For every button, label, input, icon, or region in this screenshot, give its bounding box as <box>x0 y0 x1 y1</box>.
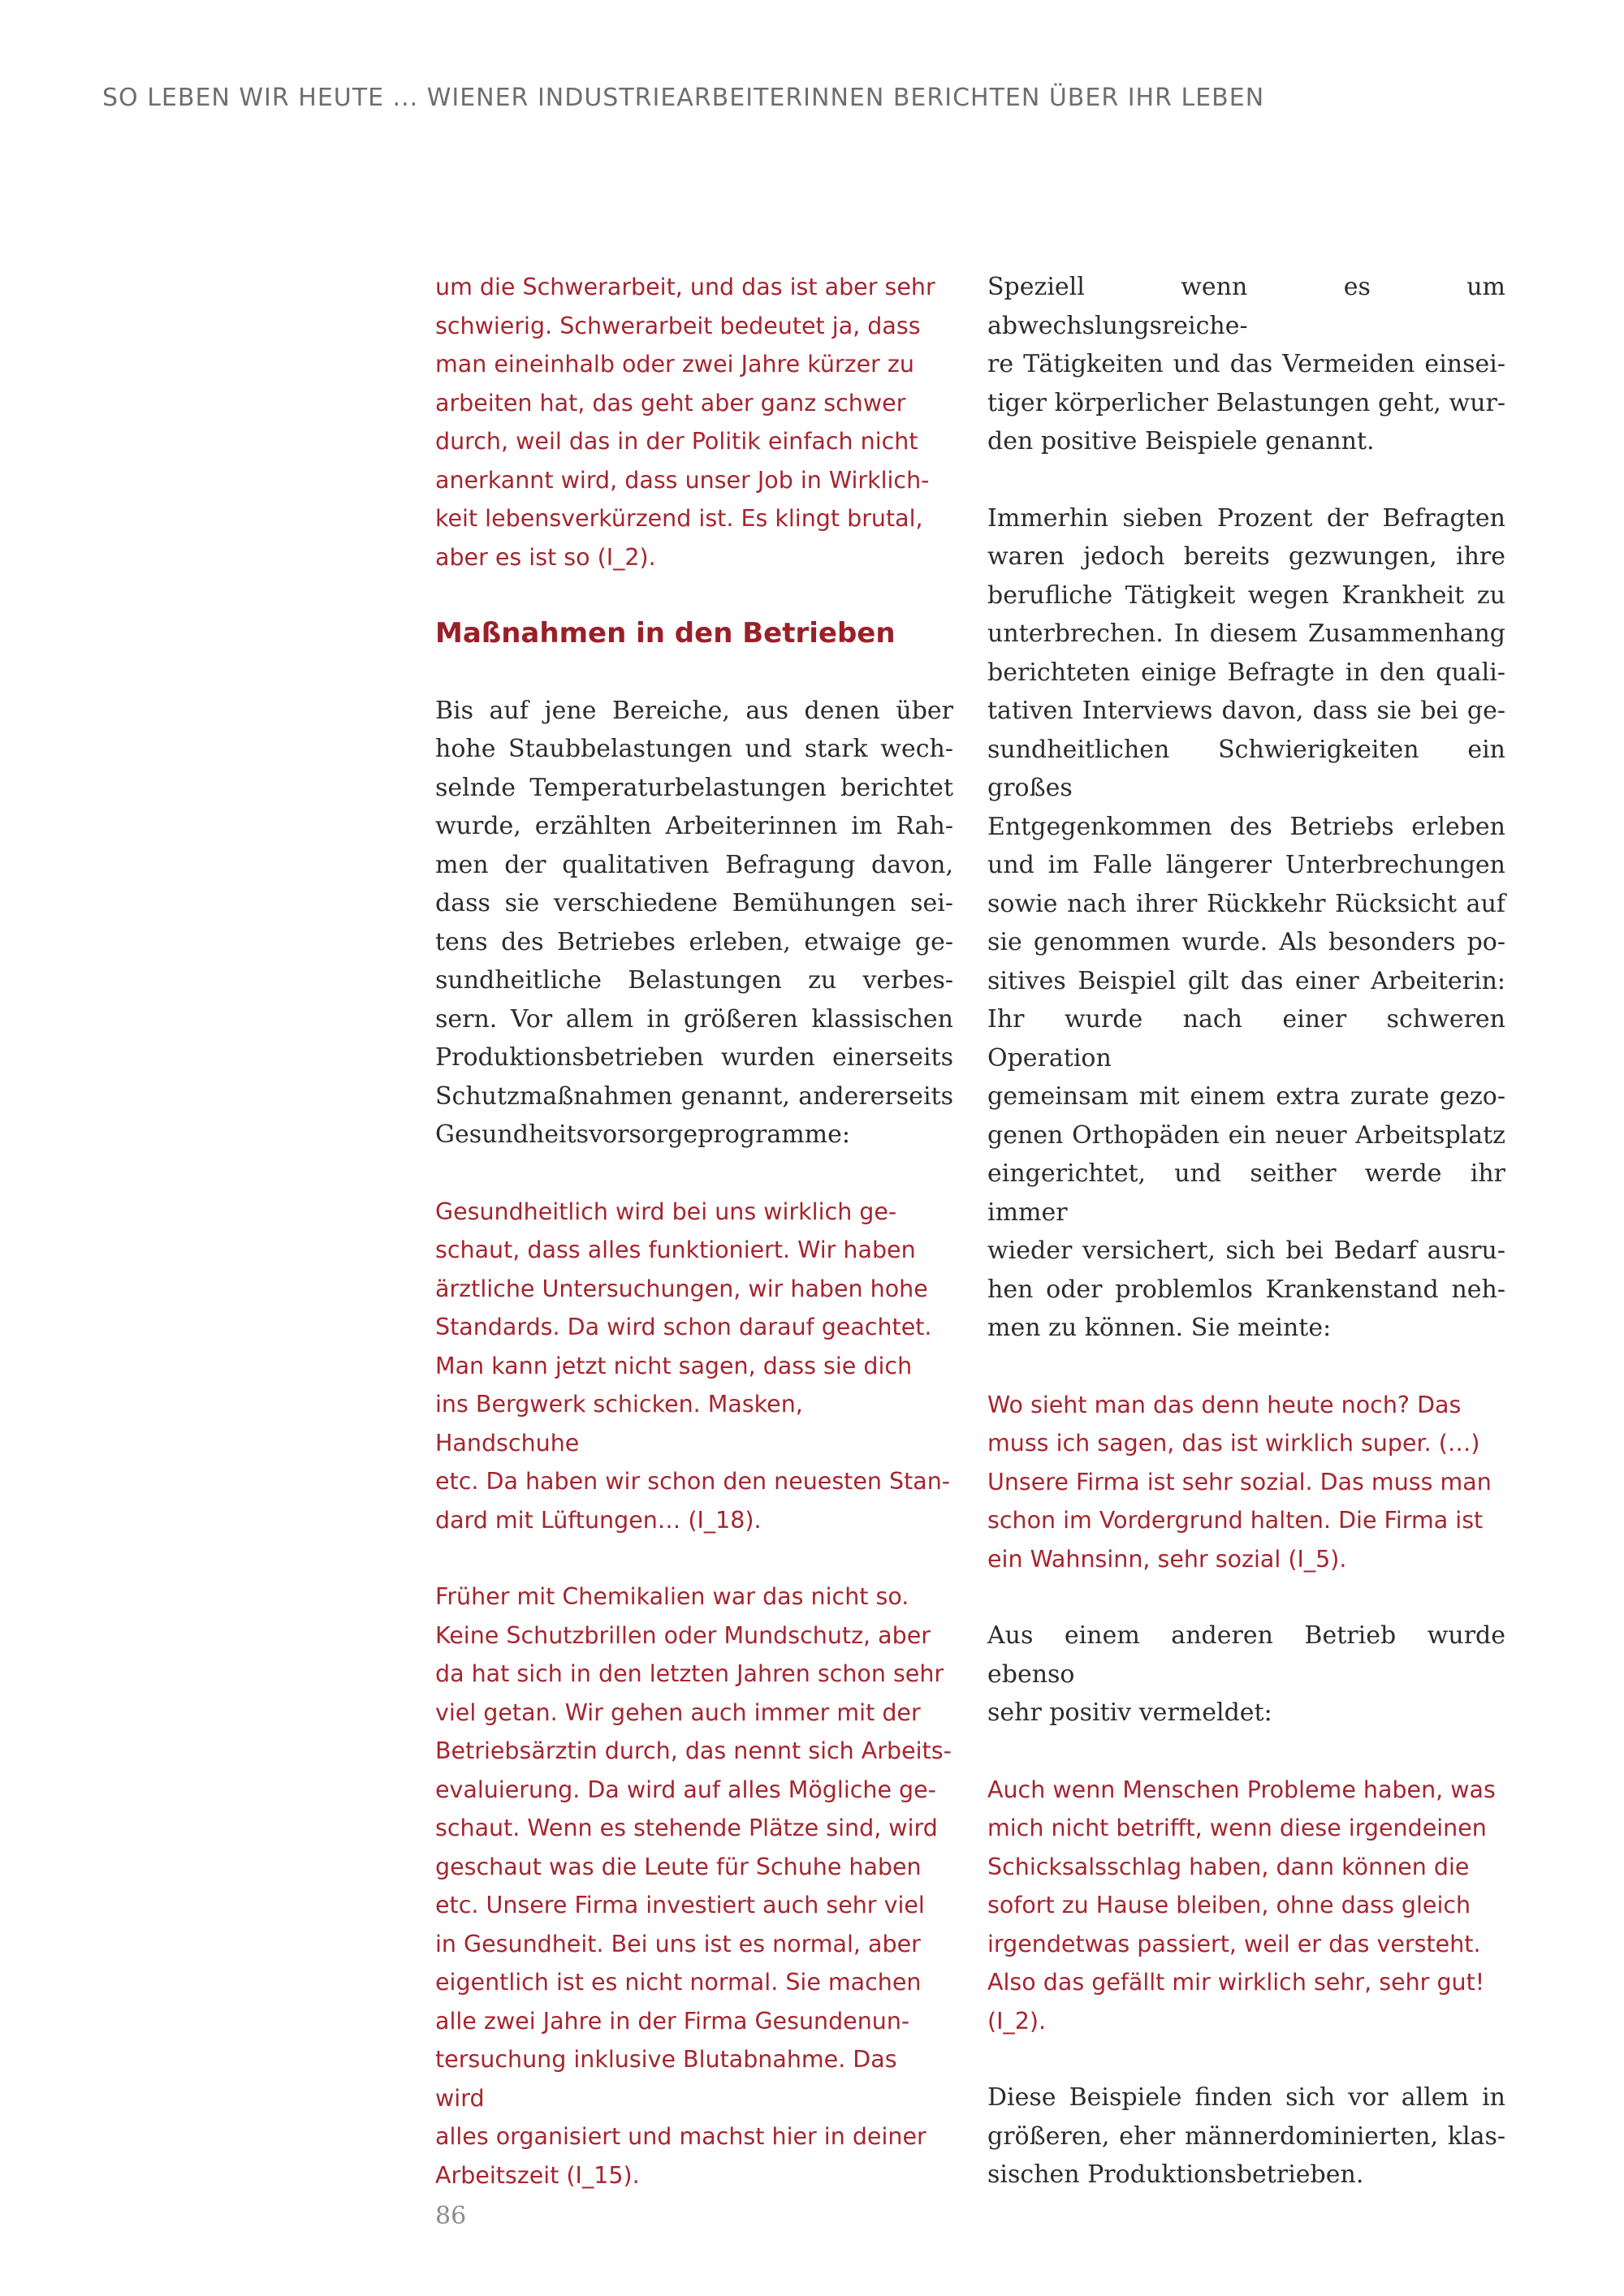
text-line: sundheitlichen Schwierigkeiten ein großes <box>987 735 1505 802</box>
text-line: Wo sieht man das denn heute noch? Das <box>987 1391 1462 1418</box>
text-line: etc. Da haben wir schon den neuesten Stan- <box>435 1468 951 1495</box>
text-line: etc. Unsere Firma investiert auch sehr viel <box>435 1892 925 1918</box>
body-paragraph <box>987 268 1505 461</box>
section-heading: Maßnahmen in den Betrieben <box>435 617 896 650</box>
text-line: sundheitliche Belastungen zu verbes- <box>435 966 953 995</box>
page-number: 86 <box>435 2202 467 2230</box>
text-line: hohe Staubbelastungen und stark wech- <box>435 735 953 763</box>
text-line: tersuchung inklusive Blutabnahme. Das wird <box>435 2046 897 2112</box>
text-line: hen oder problemlos Krankenstand neh- <box>987 1275 1505 1304</box>
text-line: berichteten einige Befragte in den quali- <box>987 658 1505 687</box>
text-line: sofort zu Hause bleiben, ohne dass gleich <box>987 1892 1471 1918</box>
text-line: sie genommen wurde. Als besonders po- <box>987 928 1505 956</box>
text-line: ein Wahnsinn, sehr sozial (I_5). <box>987 1545 1347 1573</box>
text-line: Arbeitszeit (I_15). <box>435 2161 640 2189</box>
text-line: sischen Produktionsbetrieben. <box>987 2160 1364 2189</box>
text-line: Man kann jetzt nicht sagen, dass sie dich <box>435 1352 913 1379</box>
text-line: ins Bergwerk schicken. Masken, Handschuhe <box>435 1391 803 1457</box>
text-line: schwierig. Schwerarbeit bedeutet ja, dass <box>435 312 921 339</box>
text-line: men der qualitativen Befragung davon, <box>435 850 953 879</box>
text-line: berufliche Tätigkeit wegen Krankheit zu <box>987 580 1505 610</box>
text-line: wurde, erzählten Arbeiterinnen im Rah- <box>435 812 953 840</box>
text-line: re Tätigkeiten und das Vermeiden einsei- <box>987 350 1505 378</box>
text-line: schaut. Wenn es stehende Plätze sind, wird <box>435 1815 938 1841</box>
text-line: Standards. Da wird schon darauf geachtet. <box>435 1314 932 1340</box>
text-line: da hat sich in den letzten Jahren schon sehr <box>435 1660 944 1687</box>
text-line: Gesundheitsvorsorgeprogramme: <box>435 1120 850 1149</box>
text-line: Auch wenn Menschen Probleme haben, was <box>987 1776 1496 1803</box>
text-line: Schicksalsschlag haben, dann können die <box>987 1853 1470 1880</box>
text-line: in Gesundheit. Bei uns ist es normal, aber <box>435 1930 921 1957</box>
text-line: durch, weil das in der Politik einfach nicht <box>435 428 918 455</box>
text-line: genen Orthopäden ein neuer Arbeitsplatz <box>987 1120 1505 1150</box>
text-line: keit lebensverkürzend ist. Es klingt brutal, <box>435 505 923 532</box>
text-line: irgendetwas passiert, weil er das versteht. <box>987 1930 1481 1957</box>
text-line: man eineinhalb oder zwei Jahre kürzer zu <box>435 351 914 378</box>
interview-quote <box>435 268 953 576</box>
text-line: Diese Beispiele finden sich vor allem in <box>987 2083 1505 2112</box>
text-line: viel getan. Wir gehen auch immer mit der <box>435 1698 921 1726</box>
text-line: eigentlich ist es nicht normal. Sie machen <box>435 1969 922 1996</box>
text-line: (I_2). <box>987 2007 1047 2035</box>
text-line: Betriebsärztin durch, das nennt sich Arbeits- <box>435 1737 952 1764</box>
interview-quote <box>435 1193 953 1540</box>
text-line: alle zwei Jahre in der Firma Gesundenun- <box>435 2007 910 2035</box>
text-line: unterbrechen. In diesem Zusammenhang <box>987 619 1505 648</box>
left-column <box>435 268 953 2233</box>
body-paragraph <box>987 1616 1505 1733</box>
text-line: alles organisiert und machst hier in deiner <box>435 2123 926 2150</box>
running-header: SO LEBEN WIR HEUTE ... WIENER INDUSTRIEARBEITERINNEN BERICHTEN ÜBER IHR LEBEN <box>102 84 1265 112</box>
interview-quote <box>987 1771 1505 2041</box>
text-line: Früher mit Chemikalien war das nicht so. <box>435 1583 909 1610</box>
text-line: mich nicht betrifft, wenn diese irgendeinen <box>987 1815 1487 1841</box>
text-line: sehr positiv vermeldet: <box>987 1698 1272 1727</box>
text-line: eingerichtet, und seither werde ihr immer <box>987 1159 1505 1227</box>
text-line: schon im Vordergrund halten. Die Firma ist <box>987 1507 1484 1534</box>
text-line: ärztliche Untersuchungen, wir haben hohe <box>435 1275 928 1302</box>
text-line: Schutzmaßnahmen genannt, andererseits <box>435 1081 953 1111</box>
text-line: Also das gefällt mir wirklich sehr, sehr gut! <box>987 1969 1485 1996</box>
text-line: Immerhin sieben Prozent der Befragten <box>987 503 1505 533</box>
text-line: Ihr wurde nach einer schweren Operation <box>987 1005 1505 1072</box>
text-line: anerkannt wird, dass unser Job in Wirklich- <box>435 466 930 494</box>
text-line: evaluierung. Da wird auf alles Mögliche ge- <box>435 1776 936 1803</box>
body-paragraph <box>435 692 953 1154</box>
text-line: wieder versichert, sich bei Bedarf ausru- <box>987 1236 1505 1265</box>
text-line: aber es ist so (I_2). <box>435 543 656 571</box>
text-line: um die Schwerarbeit, und das ist aber sehr <box>435 274 935 300</box>
text-line: Gesundheitlich wird bei uns wirklich ge- <box>435 1198 897 1225</box>
text-line: größeren, eher männerdominierten, klas- <box>987 2121 1505 2151</box>
interview-quote <box>987 1386 1505 1579</box>
text-line: waren jedoch bereits gezwungen, ihre <box>987 542 1505 571</box>
text-line: und im Falle längerer Unterbrechungen <box>987 851 1505 879</box>
text-line: tiger körperlicher Belastungen geht, wur- <box>987 388 1505 417</box>
text-line: muss ich sagen, das ist wirklich super. (…) <box>987 1430 1480 1457</box>
text-line: den positive Beispiele genannt. <box>987 427 1375 455</box>
text-line: tens des Betriebes erleben, etwaige ge- <box>435 927 953 956</box>
text-line: sowie nach ihrer Rückkehr Rücksicht auf <box>987 889 1505 918</box>
text-line: dard mit Lüftungen… (I_18). <box>435 1506 762 1534</box>
text-line: men zu können. Sie meinte: <box>987 1314 1332 1342</box>
text-line: arbeiten hat, das geht aber ganz schwer <box>435 389 906 416</box>
text-line: Produktionsbetrieben wurden einerseits <box>435 1043 953 1072</box>
text-line: tativen Interviews davon, dass sie bei ge- <box>987 697 1505 725</box>
text-line: schaut, dass alles funktioniert. Wir haben <box>435 1236 916 1263</box>
text-line: Unsere Firma ist sehr sozial. Das muss man <box>987 1468 1492 1495</box>
body-paragraph <box>987 2078 1505 2195</box>
text-line: Keine Schutzbrillen oder Mundschutz, aber <box>435 1621 931 1649</box>
text-line: sern. Vor allem in größeren klassischen <box>435 1004 953 1034</box>
text-line: gemeinsam mit einem extra zurate gezo- <box>987 1082 1505 1111</box>
text-line: selnde Temperaturbelastungen berichtet <box>435 773 953 802</box>
text-line: Speziell wenn es um abwechslungsreiche- <box>987 273 1505 340</box>
text-line: Aus einem anderen Betrieb wurde ebenso <box>987 1621 1505 1689</box>
text-line: geschaut was die Leute für Schuhe haben <box>435 1853 922 1880</box>
text-line: Bis auf jene Bereiche, aus denen über <box>435 696 953 725</box>
interview-quote <box>435 1577 953 2195</box>
text-line: sitives Beispiel gilt das einer Arbeiterin: <box>987 966 1505 995</box>
body-paragraph <box>987 499 1505 1348</box>
text-line: Entgegenkommen des Betriebs erleben <box>987 812 1505 841</box>
right-column <box>987 268 1505 2233</box>
text-line: dass sie verschiedene Bemühungen sei- <box>435 889 953 917</box>
